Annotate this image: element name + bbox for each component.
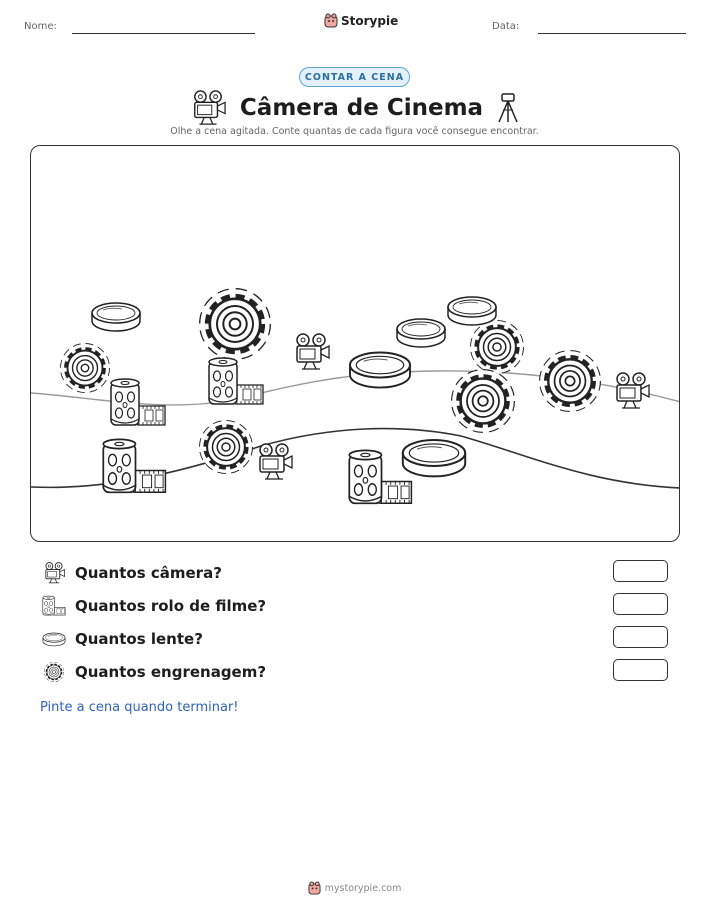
gear-icon xyxy=(203,292,268,357)
film-reel-icon xyxy=(103,439,165,492)
page-title: Câmera de Cinema xyxy=(239,95,484,121)
gear-icon xyxy=(542,353,598,409)
lens-icon xyxy=(350,353,410,388)
lens-icon xyxy=(42,628,66,650)
lens-icon xyxy=(403,440,465,476)
gear-icon xyxy=(63,346,108,391)
film-reel-icon xyxy=(209,358,263,404)
name-field-line[interactable] xyxy=(72,33,255,34)
scene-illustration xyxy=(31,146,680,542)
lens-icon xyxy=(92,303,140,331)
question-text: Quantos rolo de filme? xyxy=(75,597,267,615)
question-film-reel xyxy=(42,595,266,617)
storypie-icon xyxy=(308,881,321,895)
question-text: Quantos engrenagem? xyxy=(75,663,267,681)
title-row xyxy=(0,90,709,126)
tripod-icon xyxy=(495,92,521,124)
question-text: Quantos câmera? xyxy=(75,564,222,582)
lens-icon xyxy=(397,319,445,347)
name-label: Nome: xyxy=(24,21,57,32)
camera-icon xyxy=(297,334,329,369)
gear-icon xyxy=(454,372,512,430)
footer-url[interactable]: mystorypie.com xyxy=(324,882,402,894)
coloring-note: Pinte a cena quando terminar! xyxy=(40,700,239,715)
question-camera xyxy=(42,562,222,584)
answer-box-camera[interactable] xyxy=(613,560,668,582)
film-reel-icon xyxy=(111,379,165,425)
camera-icon xyxy=(42,562,66,584)
date-label: Data: xyxy=(492,21,520,32)
lens-icon xyxy=(448,297,496,325)
gear-icon xyxy=(42,661,66,683)
brand-logo xyxy=(324,13,398,28)
question-gear xyxy=(42,661,266,683)
answer-box-gear[interactable] xyxy=(613,659,668,681)
question-lens xyxy=(42,628,203,650)
question-text: Quantos lente? xyxy=(75,630,203,648)
camera-icon xyxy=(617,373,649,408)
answer-box-lens[interactable] xyxy=(613,626,668,648)
storypie-icon xyxy=(324,13,338,28)
instructions: Olhe a cena agitada. Conte quantas de cada figura você consegue encontrar. xyxy=(170,126,539,137)
camera-icon xyxy=(188,90,228,126)
counting-scene xyxy=(30,145,680,542)
date-field-line[interactable] xyxy=(538,33,686,34)
activity-badge: CONTAR A CENA xyxy=(299,67,410,87)
footer xyxy=(0,881,709,895)
gear-icon xyxy=(473,323,522,372)
brand-name: Storypie xyxy=(341,13,399,28)
gear-icon xyxy=(202,423,251,472)
camera-icon xyxy=(260,444,292,479)
answer-box-film-reel[interactable] xyxy=(613,593,668,615)
film-reel-icon xyxy=(42,595,66,617)
